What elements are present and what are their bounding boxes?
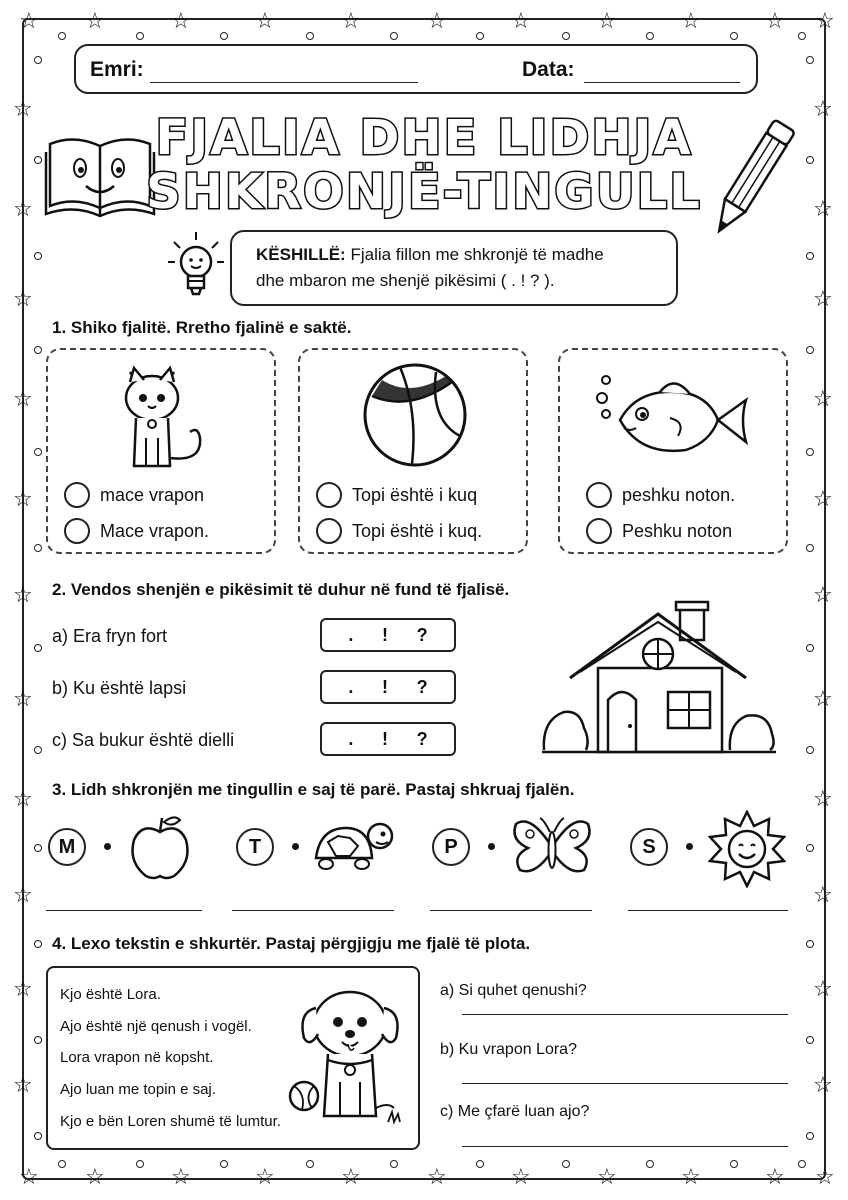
story-line-2: Ajo është një qenush i vogël.: [60, 1018, 252, 1035]
star-decoration-icon: ☆: [255, 9, 275, 34]
exercise-1-heading: 1. Shiko fjalitë. Rretho fjalinë e saktë.: [52, 318, 352, 337]
story-line-4: Ajo luan me topin e saj.: [60, 1081, 216, 1098]
star-decoration-icon: ☆: [681, 9, 701, 34]
star-decoration-icon: ☆: [813, 487, 833, 512]
border-dot: [806, 346, 814, 354]
option-ball-1[interactable]: Topi është i kuq: [316, 482, 477, 508]
star-decoration-icon: ☆: [13, 1073, 33, 1098]
border-dot: [34, 644, 42, 652]
star-decoration-icon: ☆: [19, 9, 39, 34]
border-dot: [34, 940, 42, 948]
border-dot: [806, 448, 814, 456]
star-decoration-icon: ☆: [85, 9, 105, 34]
letter-p[interactable]: P: [432, 828, 470, 866]
puppy-icon: [288, 978, 410, 1128]
star-decoration-icon: ☆: [171, 9, 191, 34]
question-b: b) Ku vrapon Lora?: [440, 1041, 577, 1058]
star-decoration-icon: ☆: [13, 97, 33, 122]
story-line-3: Lora vrapon në kopsht.: [60, 1049, 214, 1066]
border-dot: [390, 32, 398, 40]
match-dot-t[interactable]: [292, 843, 299, 850]
border-dot: [34, 844, 42, 852]
sun-icon: [708, 810, 786, 888]
star-decoration-icon: ☆: [813, 197, 833, 222]
star-decoration-icon: ☆: [813, 583, 833, 608]
border-dot: [798, 32, 806, 40]
story-line-1: Kjo është Lora.: [60, 986, 161, 1003]
star-decoration-icon: ☆: [255, 1165, 275, 1190]
punctuation-box-b[interactable]: . ! ?: [320, 670, 456, 704]
star-decoration-icon: ☆: [341, 1165, 361, 1190]
border-dot: [34, 252, 42, 260]
star-decoration-icon: ☆: [13, 977, 33, 1002]
answer-circle[interactable]: [316, 482, 342, 508]
border-dot: [306, 1160, 314, 1168]
star-decoration-icon: ☆: [813, 287, 833, 312]
write-line-s[interactable]: [628, 910, 788, 911]
punctuation-box-a[interactable]: . ! ?: [320, 618, 456, 652]
tip-label: KËSHILLË:: [256, 245, 346, 264]
star-decoration-icon: ☆: [813, 787, 833, 812]
star-decoration-icon: ☆: [13, 687, 33, 712]
sentence-c: c) Sa bukur është dielli: [52, 730, 235, 750]
write-line-t[interactable]: [232, 910, 394, 911]
answer-line-c[interactable]: [462, 1146, 788, 1147]
border-dot: [806, 56, 814, 64]
option-fish-1[interactable]: peshku noton.: [586, 482, 735, 508]
border-dot: [806, 1132, 814, 1140]
border-dot: [806, 844, 814, 852]
date-field[interactable]: [584, 82, 740, 83]
butterfly-icon: [510, 814, 594, 880]
star-decoration-icon: ☆: [765, 1165, 785, 1190]
tip-text-line-2: dhe mbaron me shenjë pikësimi ( . ! ? ).: [256, 271, 555, 290]
tip-text-line-1: Fjalia fillon me shkronjë të madhe: [345, 245, 604, 264]
sentence-b: b) Ku është lapsi: [52, 678, 187, 698]
letter-t[interactable]: T: [236, 828, 274, 866]
ball-card: [298, 348, 528, 554]
star-decoration-icon: ☆: [13, 287, 33, 312]
border-dot: [34, 56, 42, 64]
border-dot: [476, 32, 484, 40]
border-dot: [34, 1132, 42, 1140]
star-decoration-icon: ☆: [19, 1165, 39, 1190]
star-decoration-icon: ☆: [13, 787, 33, 812]
border-dot: [646, 1160, 654, 1168]
answer-circle[interactable]: [64, 518, 90, 544]
star-decoration-icon: ☆: [815, 1165, 835, 1190]
answer-circle[interactable]: [64, 482, 90, 508]
star-decoration-icon: ☆: [171, 1165, 191, 1190]
border-dot: [58, 1160, 66, 1168]
star-decoration-icon: ☆: [13, 883, 33, 908]
cat-icon: [110, 358, 218, 474]
border-dot: [730, 1160, 738, 1168]
match-dot-m[interactable]: [104, 843, 111, 850]
star-decoration-icon: ☆: [813, 1073, 833, 1098]
punctuation-box-c[interactable]: . ! ?: [320, 722, 456, 756]
border-dot: [562, 1160, 570, 1168]
answer-circle[interactable]: [586, 482, 612, 508]
answer-line-b[interactable]: [462, 1083, 788, 1084]
star-decoration-icon: ☆: [427, 1165, 447, 1190]
star-decoration-icon: ☆: [597, 9, 617, 34]
exercise-3-heading: 3. Lidh shkronjën me tingullin e saj të parë. Pastaj shkruaj fjalën.: [52, 780, 575, 799]
name-label: Emri:: [90, 58, 144, 81]
border-dot: [562, 32, 570, 40]
fish-card: [558, 348, 788, 554]
star-decoration-icon: ☆: [681, 1165, 701, 1190]
star-decoration-icon: ☆: [813, 387, 833, 412]
border-dot: [646, 32, 654, 40]
name-field[interactable]: [150, 82, 418, 83]
lightbulb-icon: [164, 228, 228, 308]
turtle-icon: [310, 818, 394, 874]
sentence-a: a) Era fryn fort: [52, 626, 168, 646]
date-label: Data:: [522, 58, 575, 81]
tip-box: [230, 230, 678, 306]
option-cat-1[interactable]: mace vrapon: [64, 482, 204, 508]
fish-icon: [590, 370, 760, 470]
border-dot: [476, 1160, 484, 1168]
match-dot-s[interactable]: [686, 843, 693, 850]
pencil-icon: [706, 112, 796, 248]
border-dot: [34, 746, 42, 754]
star-decoration-icon: ☆: [511, 9, 531, 34]
star-decoration-icon: ☆: [597, 1165, 617, 1190]
question-a: a) Si quhet qenushi?: [440, 982, 587, 999]
star-decoration-icon: ☆: [13, 487, 33, 512]
write-line-m[interactable]: [46, 910, 202, 911]
match-dot-p[interactable]: [488, 843, 495, 850]
cat-card: [46, 348, 276, 554]
border-dot: [806, 644, 814, 652]
title-line-1: FJALIA DHE LIDHJA: [155, 110, 693, 166]
star-decoration-icon: ☆: [427, 9, 447, 34]
border-dot: [806, 1036, 814, 1044]
star-decoration-icon: ☆: [813, 977, 833, 1002]
exercise-4-heading: 4. Lexo tekstin e shkurtër. Pastaj përgjigju me fjalë të plota.: [52, 934, 531, 953]
answer-line-a[interactable]: [462, 1014, 788, 1015]
option-fish-2[interactable]: Peshku noton: [586, 518, 732, 544]
border-dot: [136, 1160, 144, 1168]
border-dot: [34, 544, 42, 552]
star-decoration-icon: ☆: [341, 9, 361, 34]
exercise-2-heading: 2. Vendos shenjën e pikësimit të duhur në fund të fjalisë.: [52, 580, 510, 599]
title-line-2: SHKRONJË-TINGULL: [146, 164, 702, 220]
border-dot: [220, 32, 228, 40]
star-decoration-icon: ☆: [815, 9, 835, 34]
border-dot: [220, 1160, 228, 1168]
star-decoration-icon: ☆: [813, 883, 833, 908]
border-dot: [390, 1160, 398, 1168]
story-line-5: Kjo e bën Loren shumë të lumtur.: [60, 1113, 281, 1130]
star-decoration-icon: ☆: [13, 583, 33, 608]
border-dot: [806, 252, 814, 260]
star-decoration-icon: ☆: [511, 1165, 531, 1190]
border-dot: [34, 448, 42, 456]
write-line-p[interactable]: [430, 910, 592, 911]
border-dot: [58, 32, 66, 40]
border-dot: [730, 32, 738, 40]
ball-icon: [360, 360, 470, 470]
option-cat-2[interactable]: Mace vrapon.: [64, 518, 209, 544]
border-dot: [806, 940, 814, 948]
house-icon: [540, 600, 780, 756]
letter-m[interactable]: M: [48, 828, 86, 866]
star-decoration-icon: ☆: [813, 97, 833, 122]
question-c: c) Me çfarë luan ajo?: [440, 1103, 590, 1120]
border-dot: [806, 746, 814, 754]
star-decoration-icon: ☆: [765, 9, 785, 34]
option-ball-2[interactable]: Topi është i kuq.: [316, 518, 482, 544]
border-dot: [798, 1160, 806, 1168]
border-dot: [136, 32, 144, 40]
apple-icon: [128, 812, 192, 882]
star-decoration-icon: ☆: [13, 197, 33, 222]
border-dot: [306, 32, 314, 40]
border-dot: [34, 1036, 42, 1044]
star-decoration-icon: ☆: [85, 1165, 105, 1190]
star-decoration-icon: ☆: [813, 687, 833, 712]
answer-circle[interactable]: [316, 518, 342, 544]
border-dot: [806, 544, 814, 552]
name-date-box: [74, 44, 758, 94]
letter-s[interactable]: S: [630, 828, 668, 866]
border-dot: [34, 346, 42, 354]
answer-circle[interactable]: [586, 518, 612, 544]
star-decoration-icon: ☆: [13, 387, 33, 412]
